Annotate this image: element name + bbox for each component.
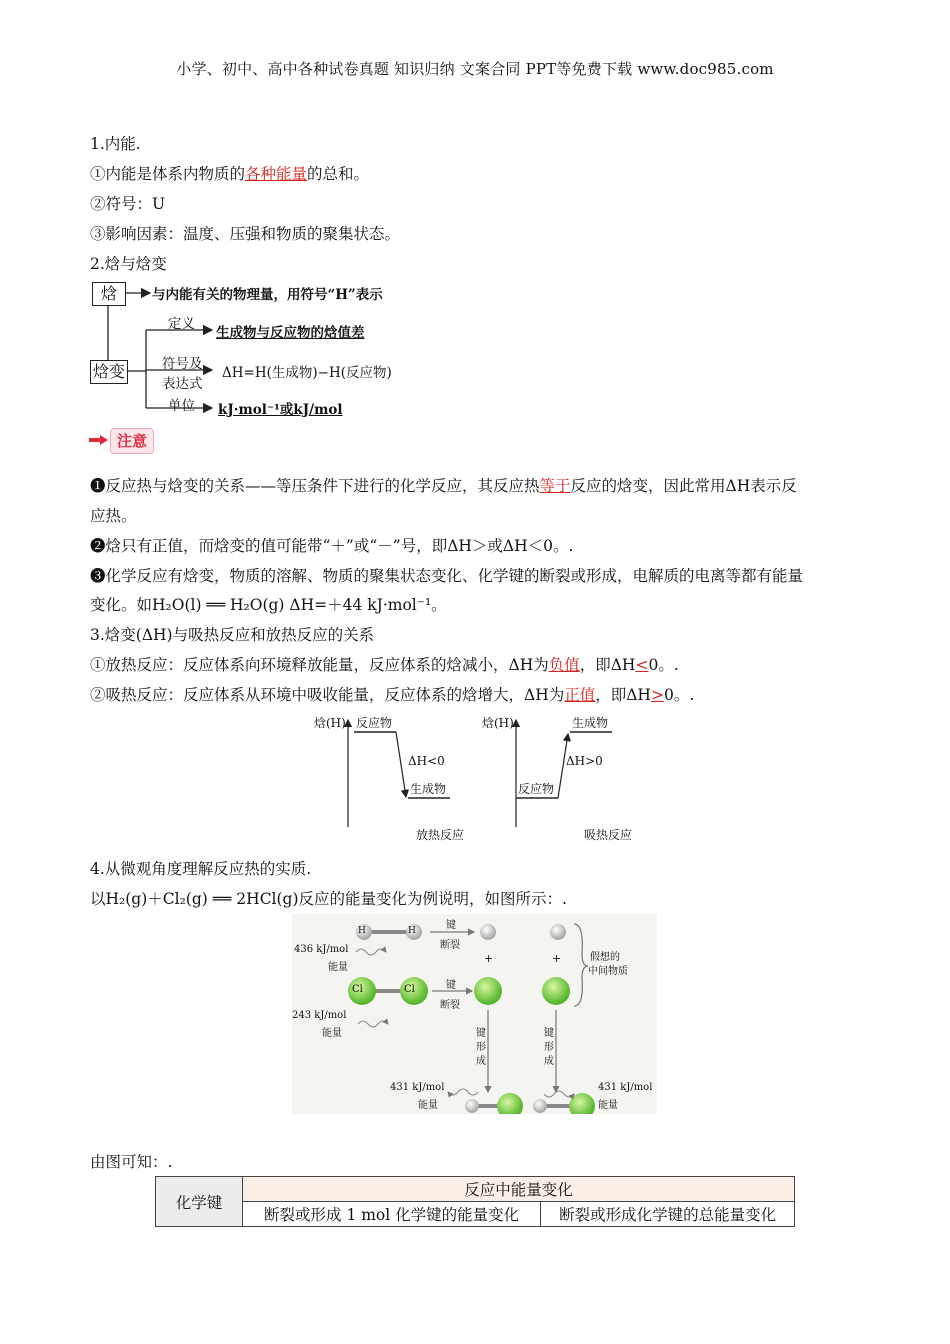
energy-change-table (155, 1176, 795, 1227)
s1-p1-highlight: 各种能量 (245, 165, 308, 183)
unit-text: kJ·mol⁻¹或kJ/mol (218, 402, 343, 418)
d1-top-label: 反应物 (356, 716, 393, 730)
d2-axis-label: 焓(H) (482, 716, 514, 730)
note-1-b: 反应的焓变，因此常用ΔH表示反 (570, 477, 797, 495)
s1-p1-post: 的总和。 (307, 165, 370, 183)
s3-p2-post: 0。. (663, 686, 695, 704)
d2-delta-h: ΔH>0 (566, 754, 603, 768)
energy-level-diagrams (300, 712, 650, 852)
fig-hcl-energy-label-1: 能量 (418, 1100, 438, 1111)
note-badge: 注意 (110, 428, 154, 454)
label-definition: 定义 (168, 316, 195, 332)
d1-delta-h: ΔH<0 (408, 754, 445, 768)
fig-break-1a: 键 (446, 920, 456, 931)
s1-p1-pre: ①内能是体系内物质的 (90, 165, 246, 183)
fig-form-2a: 键 (544, 1028, 554, 1039)
fig-cl2-energy-label: 能量 (322, 1028, 342, 1039)
s3-p1-highlight: 负值 (548, 656, 580, 674)
s1-point-1 (90, 162, 369, 184)
box-enthalpy: 焓 (92, 282, 126, 306)
s1-point-3: ③影响因素：温度、压强和物质的聚集状态。 (90, 225, 401, 243)
enthalpy-diagram (88, 280, 448, 420)
fig-h-label-2: H (408, 926, 416, 936)
fig-h-label-1: H (358, 926, 366, 936)
d1-bottom-label: 生成物 (410, 782, 447, 796)
fig-form-2b: 形 (544, 1042, 554, 1053)
expression-text: ΔH=H(生成物)−H(反应物) (222, 365, 392, 381)
s3-p1-sign: < (635, 656, 649, 674)
fig-break-2a: 键 (446, 980, 456, 991)
fig-cl2-energy: 243 kJ/mol (292, 1010, 347, 1021)
s3-p2-pre: ②吸热反应：反应体系从环境中吸收能量，反应体系的焓增大，ΔH为 (90, 686, 565, 704)
label-symbol-1: 符号及 (162, 356, 203, 372)
fig-form-1a: 键 (476, 1028, 486, 1039)
fig-plus-1: + (484, 952, 494, 965)
s3-p2-sign: > (650, 686, 664, 704)
s3-p2-mid: ，即ΔH (595, 686, 651, 704)
section-2-title: 2.焓与焓变 (90, 255, 167, 273)
fig-hcl-energy-2: 431 kJ/mol (598, 1082, 653, 1093)
enthalpy-description: 与内能有关的物理量，用符号“H”表示 (152, 287, 383, 303)
s4-intro: 以H₂(g)＋Cl₂(g) ══ 2HCl(g)反应的能量变化为例说明，如图所示：. (90, 890, 567, 908)
d2-caption: 吸热反应 (584, 828, 633, 842)
d2-bottom-label: 反应物 (518, 782, 555, 796)
d2-top-label: 生成物 (572, 716, 609, 730)
conclusion-line: 由图可知：. (90, 1153, 173, 1171)
s3-p1-mid: ，即ΔH (579, 656, 636, 674)
s3-p1-post: 0。. (648, 656, 679, 674)
note-1-highlight: 等于 (539, 477, 571, 495)
s3-p2-highlight: 正值 (564, 686, 596, 704)
fig-cl-label-1: Cl (352, 984, 363, 995)
table-col-chemical-bond: 化学键 (156, 1177, 243, 1227)
fig-hypothetical-2: 中间物质 (588, 966, 628, 977)
note-badge-group (88, 428, 154, 454)
fig-break-2b: 断裂 (440, 1000, 460, 1011)
table-sub-total: 断裂或形成化学键的总能量变化 (541, 1202, 795, 1227)
fig-plus-2: + (552, 952, 562, 965)
definition-text: 生成物与反应物的焓值差 (216, 325, 365, 341)
molecular-energy-figure (292, 914, 657, 1114)
page-header: 小学、初中、高中各种试卷真题 知识归纳 文案合同 PPT等免费下载 www.doc985.com (176, 60, 774, 78)
table-head-energy-change: 反应中能量变化 (243, 1177, 795, 1202)
fig-form-1b: 形 (476, 1042, 486, 1053)
fig-form-1c: 成 (476, 1056, 486, 1067)
fig-hypothetical-1: 假想的 (590, 952, 620, 963)
fig-hcl-energy-label-2: 能量 (598, 1100, 618, 1111)
note-3-line-1: ❸化学反应有焓变，物质的溶解、物质的聚集状态变化、化学键的断裂或形成，电解质的电离等都有能量 (90, 567, 804, 585)
s1-point-2: ②符号：U (90, 195, 166, 213)
d1-caption: 放热反应 (416, 828, 465, 842)
pointing-hand-icon (88, 433, 110, 447)
section-3-title: 3.焓变(ΔH)与吸热反应和放热反应的关系 (90, 626, 375, 644)
note-3-line-2: 变化。如H₂O(l) ══ H₂O(g) ΔH=＋44 kJ·mol⁻¹。 (90, 596, 447, 614)
note-1-line-1 (90, 474, 797, 496)
note-1-line-2: 应热。 (90, 507, 137, 525)
fig-h2-energy: 436 kJ/mol (294, 944, 349, 955)
s3-exothermic (90, 653, 679, 675)
label-symbol-2: 表达式 (162, 376, 203, 392)
fig-hcl-energy-1: 431 kJ/mol (390, 1082, 445, 1093)
fig-form-2c: 成 (544, 1056, 554, 1067)
s3-p1-pre: ①放热反应：反应体系向环境释放能量，反应体系的焓减小，ΔH为 (90, 656, 549, 674)
fig-h2-energy-label: 能量 (328, 962, 348, 973)
label-unit: 单位 (168, 398, 195, 414)
fig-cl-label-2: Cl (404, 984, 415, 995)
fig-break-1b: 断裂 (440, 940, 460, 951)
note-2: ❷焓只有正值，而焓变的值可能带“＋”或“－”号，即ΔH＞或ΔH＜0。. (90, 537, 574, 555)
section-4-title: 4.从微观角度理解反应热的实质. (90, 860, 312, 878)
s3-endothermic (90, 683, 694, 705)
box-enthalpy-change: 焓变 (90, 360, 128, 384)
d1-axis-label: 焓(H) (314, 716, 346, 730)
section-1-title: 1.内能. (90, 135, 141, 153)
note-1-a: ❶反应热与焓变的关系——等压条件下进行的化学反应，其反应热 (90, 477, 540, 495)
table-sub-per-mol: 断裂或形成 1 mol 化学键的能量变化 (243, 1202, 541, 1227)
